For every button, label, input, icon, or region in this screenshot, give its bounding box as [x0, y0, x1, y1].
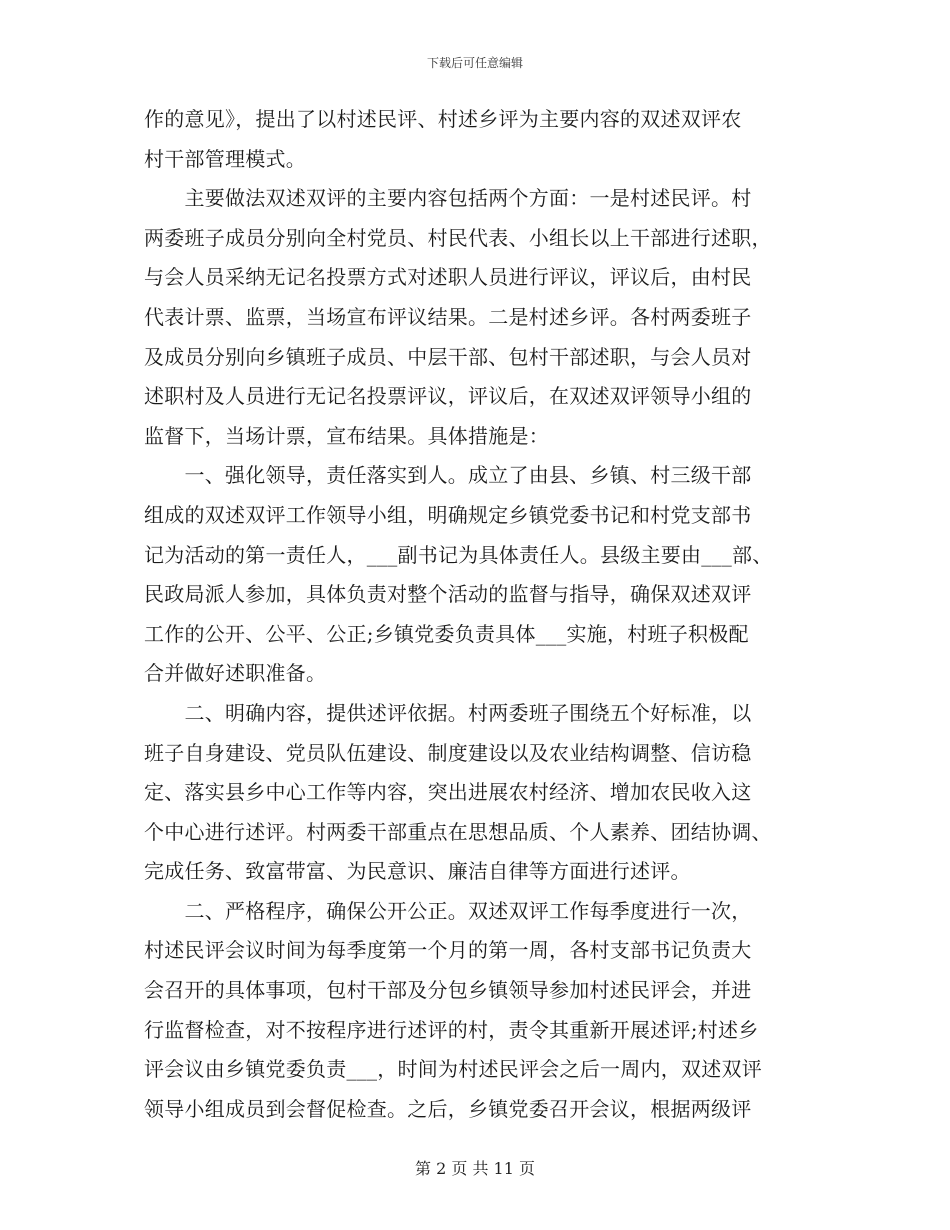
text-line: 与会人员采纳无记名投票方式对述职人员进行评议，评议后，由村民 — [144, 265, 752, 290]
text-line: 二、明确内容，提供述评依据。村两委班子围绕五个好标准，以 — [144, 700, 752, 725]
text-line: 组成的双述双评工作领导小组，明确规定乡镇党委书记和村党支部书 — [144, 502, 752, 527]
text-line: 及成员分别向乡镇班子成员、中层干部、包村干部述职，与会人员对 — [144, 344, 752, 369]
page-header: 下载后可任意编辑 — [426, 56, 523, 70]
text-line: 村干部管理模式。 — [144, 146, 306, 171]
text-line: 代表计票、监票，当场宣布评议结果。二是村述乡评。各村两委班子 — [144, 304, 752, 329]
text-line: 评会议由乡镇党委负责___，时间为村述民评会之后一周内，双述双评 — [144, 1057, 762, 1082]
text-line: 定、落实县乡中心工作等内容，突出进展农村经济、增加农民收入这 — [144, 780, 752, 805]
text-line: 行监督检查，对不按程序进行述评的村，责令其重新开展述评;村述乡 — [144, 1017, 759, 1042]
text-line: 领导小组成员到会督促检查。之后，乡镇党委召开会议，根据两级评 — [144, 1096, 752, 1121]
text-line: 述职村及人员进行无记名投票评议，评议后，在双述双评领导小组的 — [144, 384, 752, 409]
text-line: 作的意见》，提出了以村述民评、村述乡评为主要内容的双述双评农 — [144, 107, 742, 131]
text-line: 村述民评会议时间为每季度第一个月的第一周，各村支部书记负责大 — [144, 938, 752, 963]
page-number: 第 2 页 共 11 页 — [415, 1159, 535, 1178]
text-line: 班子自身建设、党员队伍建设、制度建设以及农业结构调整、信访稳 — [144, 740, 752, 765]
text-line: 一、强化领导，责任落实到人。成立了由县、乡镇、村三级干部 — [144, 463, 752, 488]
text-line: 民政局派人参加，具体负责对整个活动的监督与指导，确保双述双评 — [144, 582, 752, 607]
document-body — [144, 100, 808, 1129]
text-line: 个中心进行述评。村两委干部重点在思想品质、个人素养、团结协调、 — [144, 819, 772, 844]
text-line: 完成任务、致富带富、为民意识、廉洁自律等方面进行述评。 — [144, 859, 691, 884]
text-line: 记为活动的第一责任人，___副书记为具体责任人。县级主要由___部、 — [144, 542, 773, 567]
text-line: 二、严格程序，确保公开公正。双述双评工作每季度进行一次， — [144, 898, 752, 923]
text-line: 工作的公开、公平、公正;乡镇党委负责具体___实施，村班子积极配 — [144, 621, 749, 646]
text-line: 合并做好述职准备。 — [144, 661, 327, 686]
text-line: 主要做法双述双评的主要内容包括两个方面：一是村述民评。村 — [144, 186, 752, 211]
text-line: 会召开的具体事项，包村干部及分包乡镇领导参加村述民评会，并进 — [144, 978, 752, 1003]
text-line: 监督下，当场计票，宣布结果。具体措施是： — [144, 423, 549, 448]
text-line: 两委班子成员分别向全村党员、村民代表、小组长以上干部进行述职， — [144, 225, 772, 250]
